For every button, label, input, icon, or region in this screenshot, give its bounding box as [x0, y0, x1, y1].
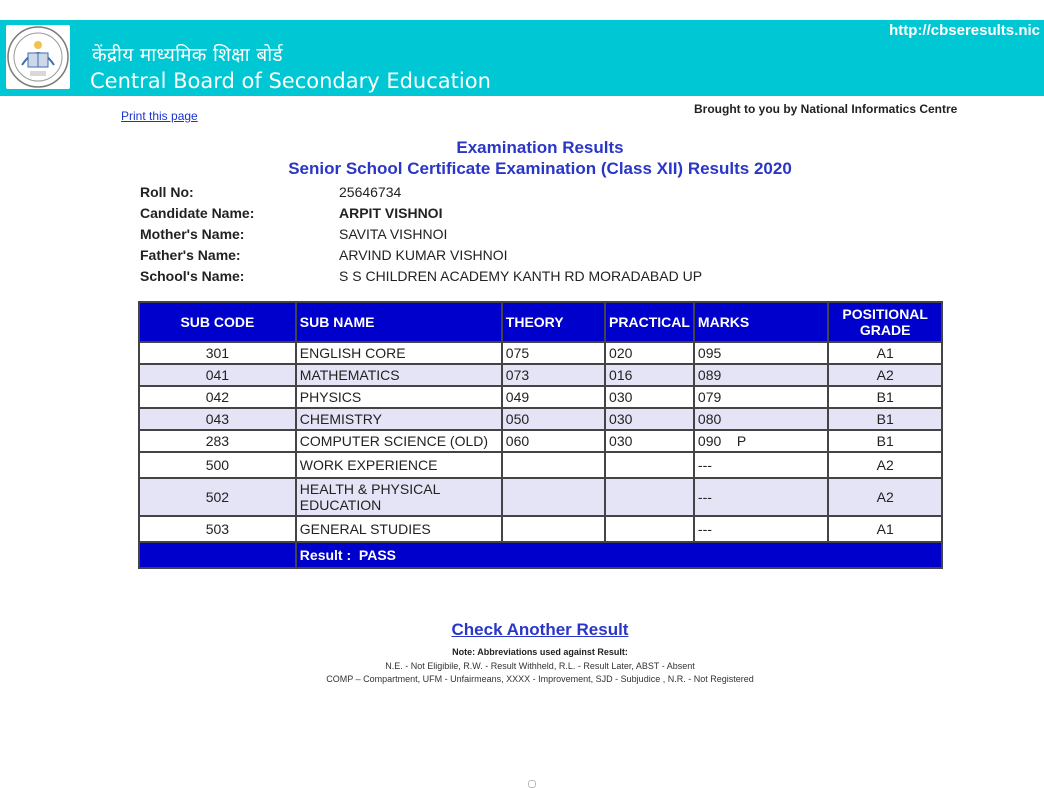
candidate-name-value: ARPIT VISHNOI — [339, 204, 443, 221]
marks-cell: 090 P — [694, 430, 828, 452]
grade-cell: B1 — [828, 386, 942, 408]
sub-code-cell: 043 — [139, 408, 296, 430]
practical-cell: 016 — [605, 364, 694, 386]
school-name-value: S S CHILDREN ACADEMY KANTH RD MORADABAD UP — [339, 267, 703, 284]
sub-code-cell: 041 — [139, 364, 296, 386]
theory-cell — [502, 516, 605, 542]
marks-cell: --- — [694, 478, 828, 516]
grade-cell: A2 — [828, 452, 942, 478]
marks-cell: --- — [694, 452, 828, 478]
grade-cell: A1 — [828, 516, 942, 542]
grade-cell: B1 — [828, 408, 942, 430]
grade-cell: A2 — [828, 364, 942, 386]
father-name-label: Father's Name: — [140, 246, 241, 263]
mother-name-value: SAVITA VISHNOI — [339, 225, 448, 242]
site-header — [0, 20, 1044, 96]
table-row — [139, 478, 942, 516]
roll-value: 25646734 — [339, 183, 402, 200]
col-header-positional-grade: POSITIONAL GRADE — [828, 302, 942, 342]
loading-dot-icon — [528, 780, 536, 788]
sub-code-cell: 502 — [139, 478, 296, 516]
practical-cell: 030 — [605, 408, 694, 430]
marks-cell: --- — [694, 516, 828, 542]
col-header-sub-code: SUB CODE — [139, 302, 296, 342]
practical-cell — [605, 452, 694, 478]
check-another-result-link[interactable]: Check Another Result — [451, 620, 629, 639]
col-header-theory: THEORY — [502, 302, 605, 342]
table-row — [139, 408, 942, 430]
note-line-2: COMP – Compartment, UFM - Unfairmeans, XXXX - Improvement, SJD - Subjudice , N.R. - Not Registered — [326, 674, 754, 684]
table-row — [139, 386, 942, 408]
grade-cell: B1 — [828, 430, 942, 452]
credit-text: Brought to you by National Informatics Centre — [694, 102, 958, 116]
sub-name-cell: COMPUTER SCIENCE (OLD) — [296, 430, 502, 452]
table-row — [139, 430, 942, 452]
practical-cell — [605, 516, 694, 542]
theory-cell: 049 — [502, 386, 605, 408]
practical-cell: 030 — [605, 386, 694, 408]
print-page-link[interactable]: Print this page — [121, 109, 198, 123]
cbse-emblem-icon — [6, 25, 70, 89]
sub-name-cell: WORK EXPERIENCE — [296, 452, 502, 478]
info-row-school — [140, 265, 702, 286]
board-name-hindi: केंद्रीय माध्यमिक शिक्षा बोर्ड — [92, 44, 283, 66]
candidate-info — [140, 181, 702, 286]
result-row — [139, 542, 942, 568]
marks-cell: 080 — [694, 408, 828, 430]
page-title: Examination Results — [456, 138, 624, 157]
info-row-candidate — [140, 202, 702, 223]
theory-cell — [502, 452, 605, 478]
marks-cell: 095 — [694, 342, 828, 364]
table-row — [139, 364, 942, 386]
sub-code-cell: 503 — [139, 516, 296, 542]
grade-cell: A2 — [828, 478, 942, 516]
info-row-father — [140, 244, 702, 265]
sub-name-cell: GENERAL STUDIES — [296, 516, 502, 542]
board-name-english: Central Board of Secondary Education — [90, 69, 491, 93]
table-row — [139, 342, 942, 364]
note-line-1: N.E. - Not Eligibile, R.W. - Result Withheld, R.L. - Result Later, ABST - Absent — [385, 661, 695, 671]
mother-name-label: Mother's Name: — [140, 225, 245, 242]
sub-name-cell: ENGLISH CORE — [296, 342, 502, 364]
sub-code-cell: 042 — [139, 386, 296, 408]
theory-cell: 060 — [502, 430, 605, 452]
info-row-roll — [140, 181, 702, 202]
theory-cell: 050 — [502, 408, 605, 430]
roll-label: Roll No: — [140, 183, 194, 200]
marks-cell: 079 — [694, 386, 828, 408]
site-url: http://cbseresults.nic — [889, 22, 1040, 39]
sub-name-cell: MATHEMATICS — [296, 364, 502, 386]
table-row — [139, 516, 942, 542]
col-header-sub-name: SUB NAME — [296, 302, 502, 342]
theory-cell — [502, 478, 605, 516]
info-row-mother — [140, 223, 702, 244]
marks-cell: 089 — [694, 364, 828, 386]
table-header-row — [139, 302, 942, 342]
practical-cell: 030 — [605, 430, 694, 452]
sub-code-cell: 500 — [139, 452, 296, 478]
marks-table — [138, 301, 943, 569]
sub-name-cell: HEALTH & PHYSICAL EDUCATION — [296, 478, 502, 516]
theory-cell: 075 — [502, 342, 605, 364]
practical-cell: 020 — [605, 342, 694, 364]
practical-cell — [605, 478, 694, 516]
table-row — [139, 452, 942, 478]
sub-code-cell: 283 — [139, 430, 296, 452]
col-header-practical: PRACTICAL — [605, 302, 694, 342]
school-name-label: School's Name: — [140, 267, 245, 284]
col-header-marks: MARKS — [694, 302, 828, 342]
father-name-value: ARVIND KUMAR VISHNOI — [339, 246, 508, 263]
grade-cell: A1 — [828, 342, 942, 364]
note-title: Note: Abbreviations used against Result: — [452, 647, 628, 657]
theory-cell: 073 — [502, 364, 605, 386]
exam-name: Senior School Certificate Examination (Class XII) Results 2020 — [288, 159, 792, 178]
candidate-name-label: Candidate Name: — [140, 204, 255, 221]
sub-name-cell: PHYSICS — [296, 386, 502, 408]
result-spacer-cell — [139, 542, 296, 568]
result-status: Result : PASS — [296, 542, 942, 568]
sub-name-cell: CHEMISTRY — [296, 408, 502, 430]
sub-code-cell: 301 — [139, 342, 296, 364]
